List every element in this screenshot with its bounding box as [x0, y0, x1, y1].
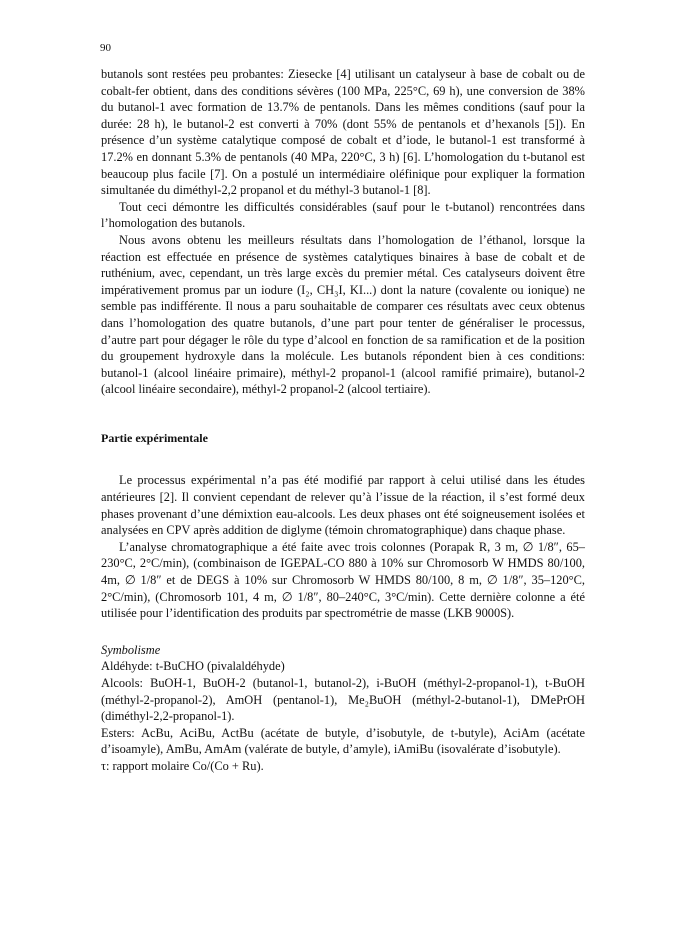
symbolism-aldehyde: Aldéhyde: t-BuCHO (pivalaldéhyde) [101, 659, 285, 674]
experimental-paragraph-1: Le processus expérimental n’a pas été modifié par rapport à celui utilisé dans les études antérieures [2]. Il convient cependant de relever qu’à l’issue de la réaction, il s’est formé deux phases provenant d’une démixtion eau-alcools. Les deux phases ont été soigneusement isolées et analysées en CPV après addition de diglyme (témoin chromatographique) dans chaque phase. [101, 473, 585, 538]
symbolism-title: Symbolisme [101, 642, 161, 657]
symbolism-ratio: τ: rapport molaire Co/(Co + Ru). [101, 758, 264, 773]
intro-paragraph-1: butanols sont restées peu probantes: Ziesecke [4] utilisant un catalyseur à base de cobalt ou de cobalt-fer obtient, dans des conditions sévères (100 MPa, 225°C, 69 h), une conversion de 38% du butanol-1 avec formation de 13.7% de pentanols. Dans les mêmes conditions (sauf pour la durée: 28 h), le butanol-2 est converti à 70% (dont 55% de pentanols et d’hexanols [5]). En présence d’un système catalytique composé de cobalt et d’iode, le butanol-1 est transformé à 17.2% en donnant 5.3% de pentanols (40 MPa, 220°C, 3 h) [6]. L’homologation du t-butanol est beaucoup plus facile [7]. On a postulé un intermédiaire oléfinique pour expliquer la formation simultanée du diméthyl-2,2 propanol et du méthyl-3 butanol-1 [8]. [101, 67, 585, 198]
experimental-paragraph-2: L’analyse chromatographique a été faite avec trois colonnes (Porapak R, 3 m, ∅ 1/8″, 65–230°C, 2°C/min), (combinaison de IGEPAL-CO 880 à 10% sur Chromosorb W HMDS 80/100, 4m, ∅ 1/8″ et de DEGS à 10% sur Chromosorb W HMDS 80/100, 8 m, ∅ 1/8″, 35–120°C, 2°C/min), (Chromosorb 101, 4 m, ∅ 1/8″, 80–240°C, 3°C/min). Cette dernière colonne a été utilisée pour l’identification des produits par spectrométrie de masse (LKB 9000S). [101, 539, 585, 621]
intro-paragraph-2: Tout ceci démontre les difficultés considérables (sauf pour le t-butanol) rencontrées dans l’homologation des butanols. [101, 199, 585, 231]
page-number: 90 [100, 42, 111, 54]
section-title: Partie expérimentale [101, 430, 208, 445]
page-body [101, 66, 585, 775]
symbolism-esters: Esters: AcBu, AciBu, ActBu (acétate de butyle, d’isobutyle, de t-butyle), AciAm (acétate d’isoamyle), AmBu, AmAm (valérate de butyle, d’amyle), iAmiBu (isovalérate d’isobutyle). [101, 725, 585, 757]
symbolism-alcohols: Alcools: BuOH-1, BuOH-2 (butanol-1, butanol-2), i-BuOH (méthyl-2-propanol-1), t-BuOH (méthyl-2-propanol-2), AmOH (pentanol-1), Me₂BuOH (méthyl-2-butanol-1), DMePrOH (diméthyl-2,2-propanol-1). [101, 676, 585, 724]
intro-paragraph-3: Nous avons obtenu les meilleurs résultats dans l’homologation de l’éthanol, lorsque la réaction est effectuée en présence de systèmes catalytiques binaires à base de cobalt et de ruthénium, avec, cependant, un très large excès du premier métal. Ces catalyseurs doivent être impérativement promus par un iodure (I₂, CH₃I, KI...) dont la nature (covalente ou ionique) ne semble pas indifférente. Il nous a paru souhaitable de comparer ces résultats avec ceux obtenus dans l’homologation des quatre butanols, d’une part pour tenter de généraliser le processus, d’autre part pour dégager le rôle du type d’alcool en fonction de sa ramification et de la position du groupement hydroxyle dans la molécule. Les butanols répondent bien à ces conditions: butanol-1 (alcool linéaire primaire), méthyl-2 propanol-1 (alcool ramifié primaire), butanol-2 (alcool linéaire secondaire), méthyl-2 propanol-2 (alcool tertiaire). [101, 232, 585, 397]
